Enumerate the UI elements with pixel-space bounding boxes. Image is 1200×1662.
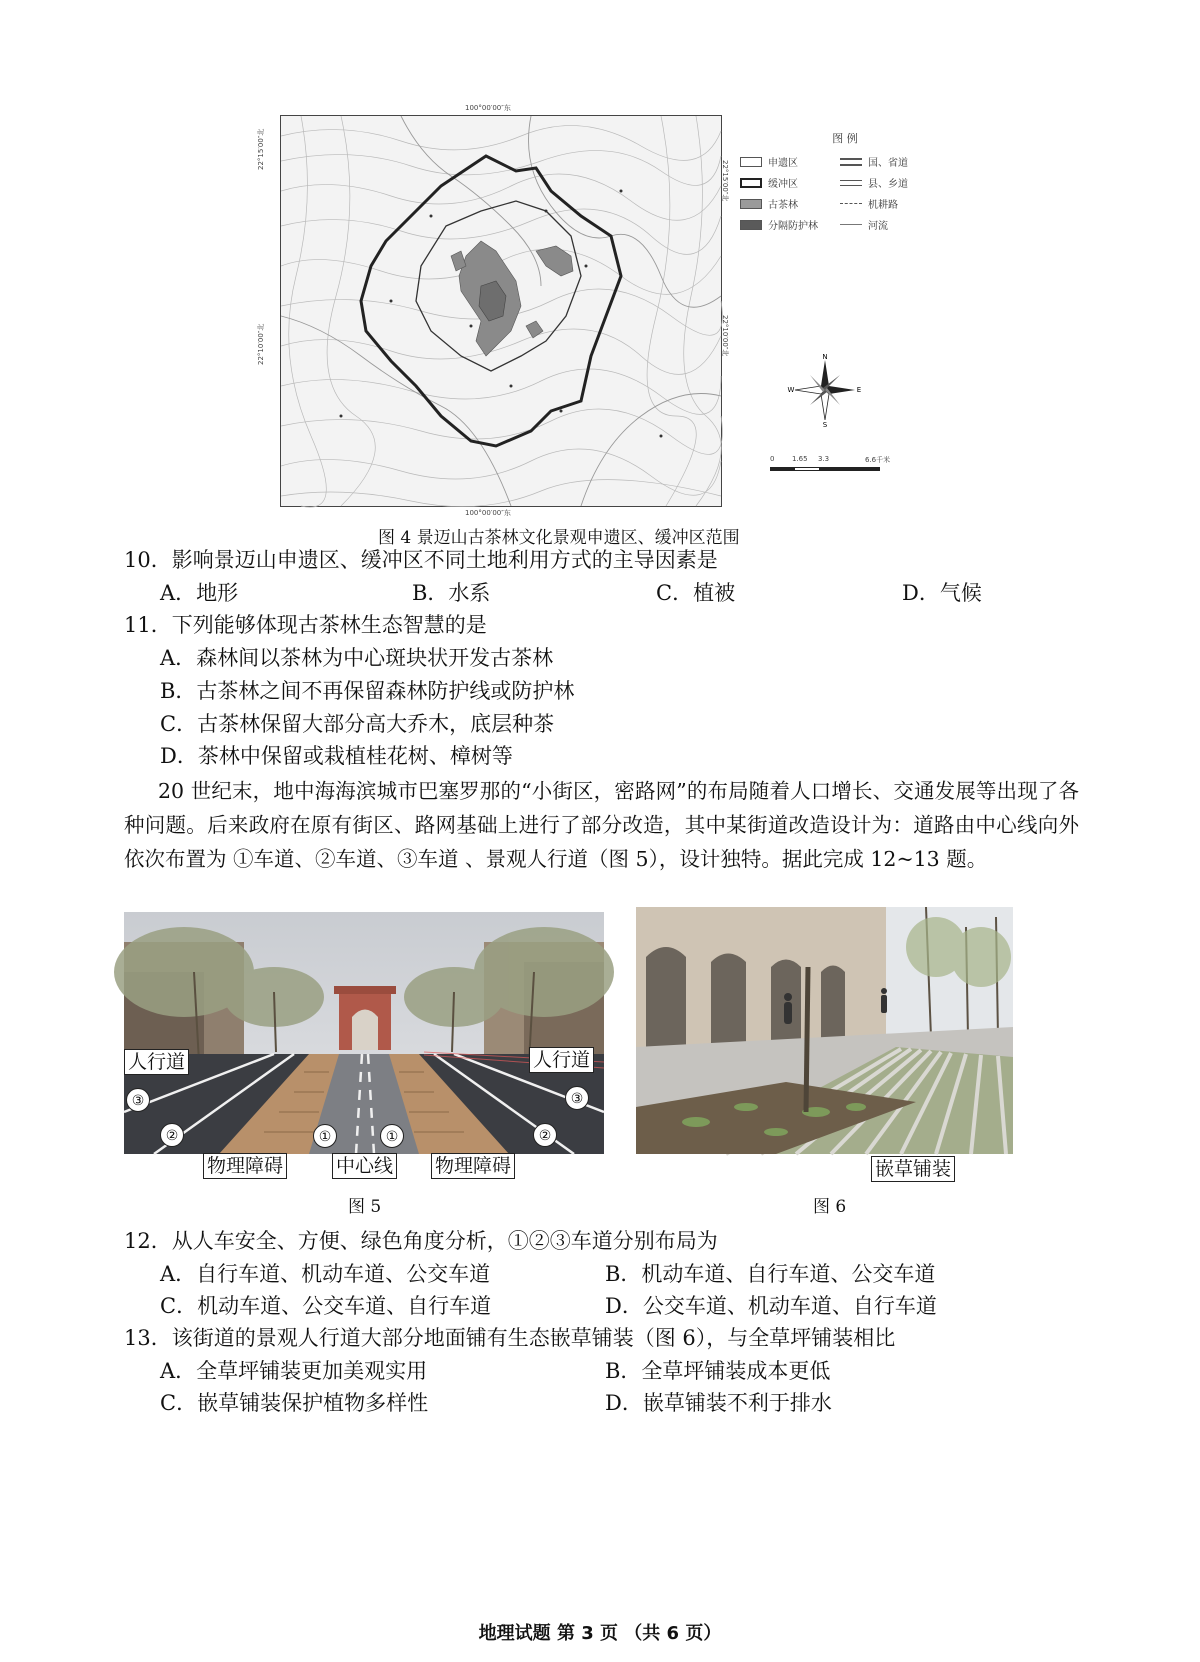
lane-3-right-marker: ③ <box>565 1086 589 1110</box>
q12-option-a: A．自行车道、机动车道、公交车道 <box>160 1262 491 1286</box>
figure-4-map <box>257 104 729 517</box>
map-left-coordinate-bottom: 22°10′00″北 <box>257 323 265 365</box>
legend-label: 申遗区 <box>768 158 798 169</box>
physical-barrier-right-label: 物理障碍 <box>431 1153 515 1179</box>
legend-label: 缓冲区 <box>768 179 798 190</box>
lane-2-left-marker: ② <box>160 1123 184 1147</box>
legend-item-county-road <box>840 175 940 190</box>
q13-option-a: A．全草坪铺装更加美观实用 <box>160 1359 428 1383</box>
lane-2-right-marker: ② <box>533 1123 557 1147</box>
sidewalk-right-label: 人行道 <box>529 1047 594 1073</box>
legend-item-river <box>840 217 940 232</box>
compass-south: S <box>822 421 828 429</box>
sidewalk-left-label: 人行道 <box>124 1049 189 1075</box>
scale-tick: 0 <box>770 455 775 463</box>
figure-5-caption: 图 5 <box>348 1197 382 1217</box>
legend-label: 机耕路 <box>868 200 898 211</box>
map-right-coordinate-top: 22°15′00″北 <box>721 160 729 202</box>
figure-5-photo <box>124 912 604 1154</box>
legend-label: 分隔防护林 <box>768 221 818 232</box>
passage-text: 20 世纪末，地中海海滨城市巴塞罗那的“小街区，密路网”的布局随着人口增长、交通发展等出现了各种问题。后来政府在原有街区、路网基础上进行了部分改造，其中某街道改造设计为：道路由中心线向外依次布置为 ①车道、②车道、③车道 、景观人行道（图 5），设计独特。据此完成 12~13 题。 <box>124 779 1079 871</box>
figure-6-photo <box>636 907 1013 1154</box>
question-13-stem: 13．该街道的景观人行道大部分地面铺有生态嵌草铺装（图 6），与全草坪铺装相比 <box>124 1326 896 1350</box>
county-road-swatch-icon <box>840 180 862 186</box>
q10-option-d: D．气候 <box>902 581 982 605</box>
legend-label: 县、乡道 <box>868 179 908 190</box>
farm-road-swatch-icon <box>840 203 862 205</box>
q11-option-a: A．森林间以茶林为中心斑块状开发古茶林 <box>160 646 554 670</box>
q13-option-d: D．嵌草铺装不利于排水 <box>605 1391 832 1415</box>
scale-bar <box>770 455 900 477</box>
compass-west: W <box>787 386 795 394</box>
q13-option-b: B．全草坪铺装成本更低 <box>605 1359 831 1383</box>
shelter-forest-swatch-icon <box>740 220 762 230</box>
map-left-coordinate-top: 22°15′00″北 <box>257 128 265 170</box>
q13-option-c: C．嵌草铺装保护植物多样性 <box>160 1391 429 1415</box>
legend-label: 河流 <box>868 221 888 232</box>
q12-option-c: C．机动车道、公交车道、自行车道 <box>160 1294 492 1318</box>
q10-option-a: A．地形 <box>160 581 239 605</box>
q11-option-b: B．古茶林之间不再保留森林防护线或防护林 <box>160 679 575 703</box>
map-right-coordinate-bottom: 22°10′00″北 <box>721 315 729 357</box>
river-swatch-icon <box>840 224 862 226</box>
map-frame <box>280 115 722 507</box>
compass-east: E <box>856 386 862 394</box>
scale-tick: 6.6千米 <box>865 456 891 464</box>
page-footer: 地理试题 第 3 页 （共 6 页） <box>478 1623 722 1644</box>
legend-item-buffer <box>740 175 840 190</box>
legend-item-tea-forest <box>740 196 840 211</box>
compass-north: N <box>822 353 828 361</box>
q11-option-c: C．古茶林保留大部分高大乔木，底层种茶 <box>160 712 555 736</box>
legend-item-farm-road <box>840 196 940 211</box>
question-12-stem: 12．从人车安全、方便、绿色角度分析，①②③车道分别布局为 <box>124 1229 718 1253</box>
q10-option-b: B．水系 <box>412 581 491 605</box>
lane-1-left-marker: ① <box>313 1124 337 1148</box>
q10-option-c: C．植被 <box>656 581 736 605</box>
centerline-label: 中心线 <box>332 1153 397 1179</box>
figure-4-caption: 图 4 景迈山古茶林文化景观申遗区、缓冲区范围 <box>378 528 740 548</box>
heritage-swatch-icon <box>740 157 762 167</box>
scale-tick: 1.65 <box>792 455 808 463</box>
tea-forest-swatch-icon <box>740 199 762 209</box>
scale-tick: 3.3 <box>818 455 830 463</box>
legend-item-national-road <box>840 154 940 169</box>
map-drawing <box>281 116 721 506</box>
q12-option-b: B．机动车道、自行车道、公交车道 <box>605 1262 936 1286</box>
legend-item-heritage <box>740 154 840 169</box>
buffer-swatch-icon <box>740 178 762 188</box>
lane-3-left-marker: ③ <box>126 1088 150 1112</box>
legend-title: 图 例 <box>832 132 858 145</box>
q12-option-d: D．公交车道、机动车道、自行车道 <box>605 1294 937 1318</box>
legend-item-shelter-forest <box>740 217 840 232</box>
figure-6-caption: 图 6 <box>813 1197 847 1217</box>
map-bottom-coordinate: 100°00′00″东 <box>465 509 511 517</box>
map-top-coordinate: 100°00′00″东 <box>465 104 511 112</box>
q11-option-d: D．茶林中保留或栽植桂花树、樟树等 <box>160 744 513 768</box>
question-11-stem: 11．下列能够体现古茶林生态智慧的是 <box>124 613 487 637</box>
physical-barrier-left-label: 物理障碍 <box>203 1153 287 1179</box>
grass-paving-label: 嵌草铺装 <box>871 1156 955 1182</box>
legend-label: 古茶林 <box>768 200 798 211</box>
compass-rose-icon <box>787 353 862 429</box>
map-legend <box>740 130 950 232</box>
question-10-stem: 10．影响景迈山申遗区、缓冲区不同土地利用方式的主导因素是 <box>124 548 718 572</box>
legend-label: 国、省道 <box>868 158 908 169</box>
lane-1-right-marker: ① <box>380 1124 404 1148</box>
national-road-swatch-icon <box>840 158 862 166</box>
